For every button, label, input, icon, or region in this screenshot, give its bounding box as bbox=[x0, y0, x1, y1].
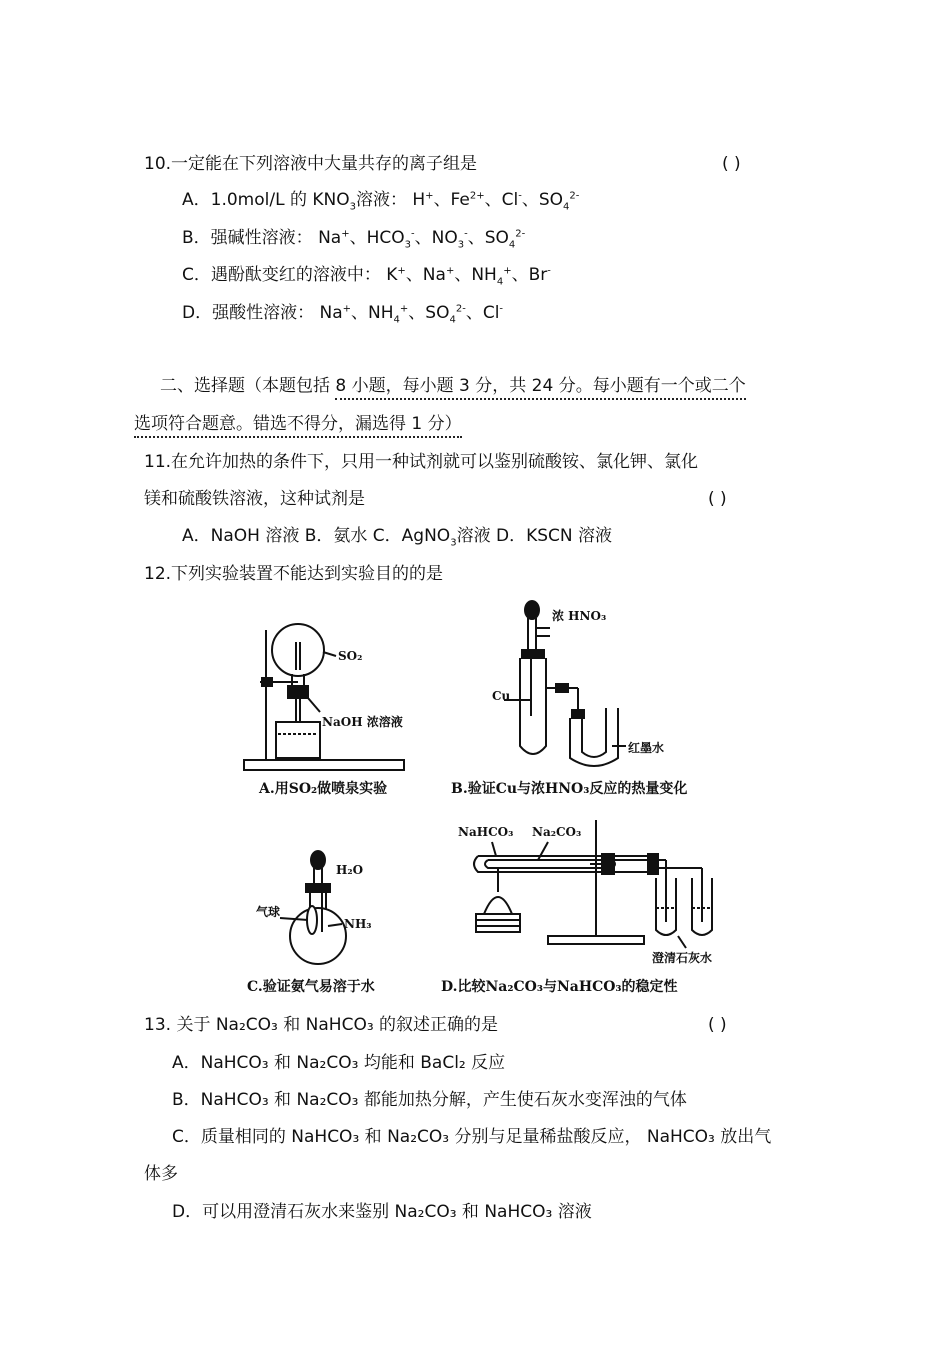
apparatus-d-figure bbox=[452, 812, 742, 972]
caption-a: A.用SO₂做喷泉实验 bbox=[259, 781, 388, 797]
label-na2co3: Na₂CO₃ bbox=[532, 825, 582, 839]
q10-option-c: C．遇酚酞变红的溶液中： K+、Na+、$NH_4^+$、Br- bbox=[182, 265, 551, 288]
section2-instructions: 选项符合题意。错选不得分，漏选得 1 分） bbox=[134, 413, 462, 435]
label-lime-water: 澄清石灰水 bbox=[652, 951, 713, 965]
caption-d: D.比较Na₂CO₃与NaHCO₃的稳定性 bbox=[441, 979, 678, 995]
q10-option-b: B．强碱性溶液： Na+、$HCO_3^-$、$NO_3^-$、$SO_4^{2-}$ bbox=[182, 228, 526, 251]
q11-options: A．NaOH 溶液 B．氨水 C．AgNO$_3$溶液 D．KSCN 溶液 bbox=[182, 526, 613, 549]
q10-answer-paren: ( ) bbox=[722, 154, 741, 174]
label-ink: 红墨水 bbox=[628, 741, 665, 755]
label-naoh: NaOH 浓溶液 bbox=[322, 715, 403, 729]
q13-option-b: B．NaHCO₃ 和 Na₂CO₃ 都能加热分解，产生使石灰水变浑浊的气体 bbox=[172, 1090, 687, 1110]
caption-b: B.验证Cu与浓HNO₃反应的热量变化 bbox=[451, 781, 688, 797]
q13-stem: 13. 关于 Na₂CO₃ 和 NaHCO₃ 的叙述正确的是 bbox=[144, 1015, 499, 1035]
apparatus-b-figure bbox=[490, 596, 730, 776]
label-hno3: 浓 HNO₃ bbox=[552, 609, 607, 623]
label-so2: SO₂ bbox=[338, 649, 363, 663]
section2-heading: 二、选择题（本题包括 8 小题，每小题 3 分，共 24 分。每小题有一个或二个 bbox=[160, 375, 746, 397]
q10-option-a: A．1.0mol/L 的 $KNO_3$溶液： H+、$Fe^{2+}$、Cl-、$SO_4^{2-}$ bbox=[182, 190, 580, 213]
q11-stem-cont: 镁和硫酸铁溶液，这种试剂是 bbox=[144, 489, 365, 509]
q12-stem: 12.下列实验装置不能达到实验目的的是 bbox=[144, 564, 444, 584]
apparatus-c-figure bbox=[250, 848, 380, 968]
q13-answer-paren: ( ) bbox=[708, 1015, 727, 1035]
apparatus-a-figure bbox=[238, 612, 418, 777]
q11-answer-paren: ( ) bbox=[708, 489, 727, 509]
q10-stem: 10.一定能在下列溶液中大量共存的离子组是 bbox=[144, 154, 478, 174]
label-nh3: NH₃ bbox=[344, 917, 372, 931]
label-h2o: H₂O bbox=[336, 863, 364, 877]
label-cu: Cu bbox=[492, 689, 511, 703]
caption-c: C.验证氨气易溶于水 bbox=[247, 979, 375, 995]
q11-stem: 11.在允许加热的条件下，只用一种试剂就可以鉴别硫酸铵、氯化钾、氯化 bbox=[144, 452, 699, 472]
q13-option-d: D．可以用澄清石灰水来鉴别 Na₂CO₃ 和 NaHCO₃ 溶液 bbox=[172, 1202, 592, 1222]
label-nahco3: NaHCO₃ bbox=[458, 825, 514, 839]
q13-option-c-cont: 体多 bbox=[144, 1164, 178, 1184]
q13-option-a: A．NaHCO₃ 和 Na₂CO₃ 均能和 BaCl₂ 反应 bbox=[172, 1053, 506, 1073]
label-balloon: 气球 bbox=[256, 905, 281, 919]
q13-option-c: C．质量相同的 NaHCO₃ 和 Na₂CO₃ 分别与足量稀盐酸反应， NaHCO₃ 放出气 bbox=[172, 1127, 772, 1147]
q10-option-d: D．强酸性溶液： Na+、$NH_4^+$、$SO_4^{2-}$、Cl- bbox=[182, 303, 504, 326]
